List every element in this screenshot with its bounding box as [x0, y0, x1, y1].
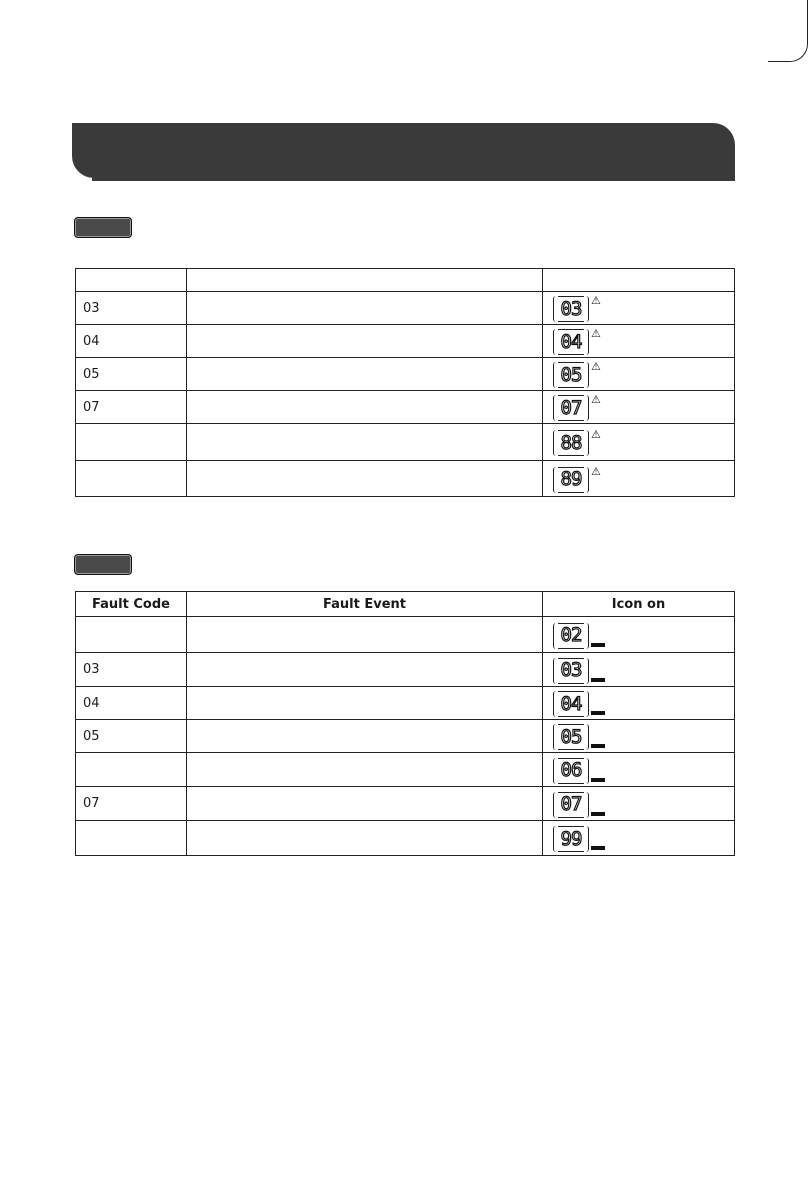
- lcd-frame: [553, 467, 589, 493]
- event-cell: [187, 461, 543, 497]
- code-cell: 05: [76, 358, 187, 391]
- table-header-row: [76, 592, 735, 617]
- code-cell: [76, 753, 187, 787]
- lcd-frame: [553, 362, 589, 388]
- fault-bar-icon: [591, 678, 605, 682]
- icon-cell: [543, 424, 735, 461]
- lcd-frame: [553, 724, 589, 750]
- lcd-display: [553, 464, 601, 493]
- event-cell: [187, 720, 543, 753]
- lcd-display: [553, 790, 605, 818]
- code-cell: 03: [76, 653, 187, 687]
- icon-cell: [543, 358, 735, 391]
- lcd-frame: [553, 623, 589, 649]
- lcd-frame: [553, 758, 589, 784]
- lcd-display: [553, 656, 605, 684]
- warning-code-table: [75, 268, 735, 497]
- icon-cell: [543, 787, 735, 821]
- fault-section-tag: [74, 554, 132, 575]
- table-row: [76, 821, 735, 856]
- fault-bar-icon: [591, 846, 605, 850]
- warning-triangle-icon: ⚠: [591, 464, 601, 478]
- event-cell: [187, 787, 543, 821]
- icon-cell: [543, 653, 735, 687]
- warning-triangle-icon: ⚠: [591, 327, 601, 340]
- header-fault-event: Fault Event: [187, 592, 543, 617]
- fault-bar-icon: [591, 778, 605, 782]
- lcd-digits: 05: [560, 363, 582, 386]
- code-cell: [76, 821, 187, 856]
- icon-cell: [543, 720, 735, 753]
- code-cell: 04: [76, 325, 187, 358]
- lcd-frame: [553, 792, 589, 818]
- event-cell: [187, 617, 543, 653]
- table-row: [76, 461, 735, 497]
- table-row: [76, 653, 735, 687]
- event-cell: [187, 391, 543, 424]
- warning-triangle-icon: ⚠: [591, 428, 601, 441]
- lcd-digits: 04: [560, 692, 582, 715]
- icon-cell: [543, 687, 735, 720]
- table-row: [76, 391, 735, 424]
- lcd-display: [553, 689, 605, 717]
- lcd-digits: 89: [560, 468, 582, 490]
- icon-cell: [543, 821, 735, 856]
- lcd-display: [553, 393, 601, 421]
- code-cell: 05: [76, 720, 187, 753]
- icon-cell: [543, 391, 735, 424]
- table-row: [76, 617, 735, 653]
- lcd-digits: 88: [560, 431, 582, 454]
- lcd-display: [553, 621, 605, 649]
- event-cell: [187, 358, 543, 391]
- event-cell: [187, 687, 543, 720]
- header-code: [76, 269, 187, 292]
- table-row: [76, 720, 735, 753]
- page-corner-mark: [768, 0, 808, 62]
- event-cell: [187, 424, 543, 461]
- warning-triangle-icon: ⚠: [591, 360, 601, 373]
- code-cell: 07: [76, 787, 187, 821]
- fault-bar-icon: [591, 711, 605, 715]
- warning-triangle-icon: ⚠: [591, 393, 601, 406]
- header-fault-code: Fault Code: [76, 592, 187, 617]
- lcd-digits: 04: [560, 330, 582, 353]
- table-row: [76, 358, 735, 391]
- icon-cell: [543, 753, 735, 787]
- code-cell: 03: [76, 292, 187, 325]
- lcd-display: [553, 294, 601, 322]
- event-cell: [187, 292, 543, 325]
- code-cell: [76, 617, 187, 653]
- icon-cell: [543, 617, 735, 653]
- header-icon: [543, 269, 735, 292]
- lcd-digits: 99: [560, 827, 582, 850]
- lcd-digits: 05: [560, 725, 582, 748]
- event-cell: [187, 821, 543, 856]
- lcd-digits: 02: [560, 624, 582, 646]
- fault-code-table: [75, 591, 735, 856]
- icon-cell: [543, 292, 735, 325]
- table-row: [76, 424, 735, 461]
- lcd-digits: 06: [560, 759, 582, 781]
- warning-section-tag: [74, 217, 132, 238]
- lcd-frame: [553, 395, 589, 421]
- lcd-frame: [553, 430, 589, 456]
- lcd-display: [553, 327, 601, 355]
- lcd-frame: [553, 296, 589, 322]
- table-row: [76, 325, 735, 358]
- lcd-display: [553, 722, 605, 750]
- table-header-row: [76, 269, 735, 292]
- lcd-frame: [553, 329, 589, 355]
- lcd-display: [553, 824, 605, 852]
- table-row: [76, 787, 735, 821]
- event-cell: [187, 325, 543, 358]
- lcd-frame: [553, 691, 589, 717]
- event-cell: [187, 753, 543, 787]
- warning-triangle-icon: ⚠: [591, 294, 601, 307]
- event-cell: [187, 653, 543, 687]
- lcd-digits: 07: [560, 396, 582, 419]
- table-row: [76, 292, 735, 325]
- lcd-frame: [553, 658, 589, 684]
- lcd-display: [553, 428, 601, 456]
- code-cell: 04: [76, 687, 187, 720]
- lcd-digits: 03: [560, 297, 582, 320]
- section-title-bar: [72, 123, 735, 178]
- lcd-digits: 07: [560, 793, 582, 815]
- lcd-frame: [553, 826, 589, 852]
- code-cell: [76, 461, 187, 497]
- lcd-display: [553, 360, 601, 388]
- header-event: [187, 269, 543, 292]
- table-row: [76, 687, 735, 720]
- table-row: [76, 753, 735, 787]
- lcd-digits: 03: [560, 659, 582, 681]
- fault-bar-icon: [591, 643, 605, 647]
- icon-cell: [543, 461, 735, 497]
- fault-bar-icon: [591, 744, 605, 748]
- code-cell: 07: [76, 391, 187, 424]
- header-icon-on: Icon on: [543, 592, 735, 617]
- icon-cell: [543, 325, 735, 358]
- fault-bar-icon: [591, 812, 605, 816]
- code-cell: [76, 424, 187, 461]
- lcd-display: [553, 756, 605, 784]
